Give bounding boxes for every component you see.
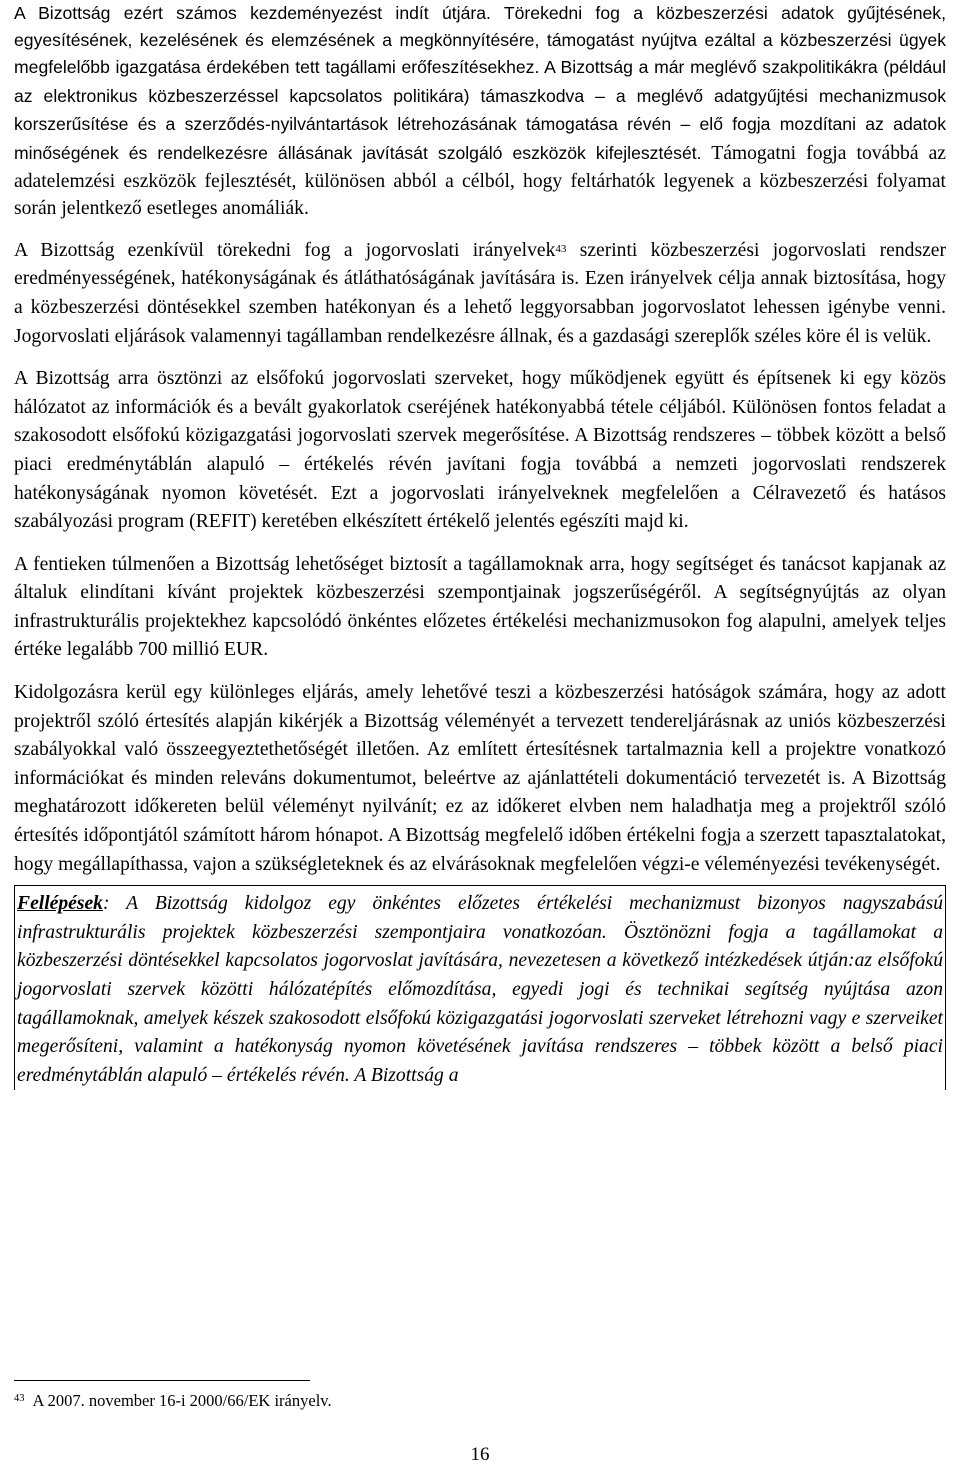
paragraph-assistance: A fentieken túlmenően a Bizottság lehetőséget biztosít a tagállamoknak arra, hogy segítséget és tanácsot kapjanak az általuk elindítani kívánt projektek közbeszerzési szempontjainak jogszerűségéről. A segítségnyújtás az olyan infrastrukturális projektekhez kapcsolódó önkéntes előzetes értékelési mechanizmusokon fog alapulni, amelyek teljes értéke legalább 700 millió EUR. — [14, 553, 946, 661]
paragraph-initiatives-part3: Támogatni fogja továbbá az adatelemzési eszközök fejlesztését, különösen abból a célból, hogy feltárhatók legyenek a közbeszerzési folyamat során jelentkező esetleges anomáliák. — [14, 142, 946, 220]
paragraph-review-bodies: A Bizottság arra ösztönzi az elsőfokú jogorvoslati szerveket, hogy működjenek együtt és építsenek ki egy közös hálózatot az információk és a bevált gyakorlatok cseréjének hatékonyabbá tétele céljából. Különösen fontos feladat a szakosodott elsőfokú közigazgatási jogorvoslati szervek megerősítése. A Bizottság rendszeres – többek között a belső piaci eredménytáblán alapuló – értékelés révén javítani fogja továbbá a nemzeti jogorvoslati rendszerek hatékonyságának nyomon követését. Ezt a jogorvoslati irányelveknek megfelelően a Célravezető és hatásos szabályozási program (REFIT) keretében elkészített értékelő jelentés egészíti majd ki. — [14, 368, 946, 533]
paragraph-initiatives-part2: A Bizottság a már meglévő szakpolitikákra (például az elektronikus közbeszerzéssel kapcsolatos politikára) támaszkodva – a meglévő adatgyűjtési mechanizmusok korszerűsítése és a szerződés-nyilvántartások létrehozásának támogatása révén – elő fogja mozdítani az adatok minőségének és rendelkezésre állásának javítását szolgáló eszközök kifejlesztését. — [14, 57, 946, 163]
paragraph-remedies-directive — [14, 237, 946, 351]
paragraph-remedies-before-ref: A Bizottság ezenkívül törekedni fog a jogorvoslati irányelvek — [14, 239, 556, 261]
actions-box-text — [17, 890, 943, 1090]
actions-content: : A Bizottság kidolgoz egy önkéntes előzetes értékelési mechanizmust bizonyos nagyszabású infrastrukturális projektek közbeszerzési szempontjaira vonatkozóan. Ösztönözni fogja a tagállamokat a közbeszerzési döntésekkel kapcsolatos jogorvoslat javítására, nevezetesen a következő intézkedések útján:az elsőfokú jogorvoslati szervek közötti hálózatépítés előmozdítása, egyedi jogi és technikai segítség nyújtása azon tagállamoknak, amelyek készek szakosodott elsőfokú közigazgatási jogorvoslati szerveket létrehozni vagy e szerveiket megerősíteni, valamint a hatékonyság nyomon követésének javítása rendszeres – többek között a belső piaci eredménytáblán alapuló – értékelés révén. A Bizottság a — [17, 893, 943, 1086]
actions-box — [14, 885, 946, 1090]
paragraph-initiatives-part1: A Bizottság ezért számos kezdeményezést indít útjára. Törekedni fog a közbeszerzési adatok gyűjtésének, egyesítésének, kezelésének és elemzésének a megkönnyítésére, támogatást nyújtva ezáltal a közbeszerzési ügyek megfelelőbb igazgatása érdekében tett tagállami erőfeszítésekhez. — [14, 3, 946, 78]
actions-label: Fellépések — [17, 893, 103, 915]
paragraph-initiatives — [14, 0, 946, 223]
footnote-reference: 43 — [555, 242, 567, 255]
footnote-separator — [14, 1380, 310, 1381]
footnote-number: 43 — [14, 1393, 25, 1404]
paragraph-special-procedure: Kidolgozásra kerül egy különleges eljárás, amely lehetővé teszi a közbeszerzési hatóságok számára, hogy az adott projektről szóló értesítés alapján kikérjék a Bizottság véleményét a tervezett tendereljárásnak az uniós közbeszerzési szabályokkal való összeegyeztethetőségét illetően. Az említett értesítésnek tartalmaznia kell a projektre vonatkozó információkat és minden releváns dokumentumot, beleértve az ajánlattételi dokumentáció tervezetét is. A Bizottság meghatározott időkereten belül véleményt nyilvánít; ez az időkeret elvben nem haladhatja meg a projektről szóló értesítés időpontjától számított három hónapot. A Bizottság megfelelő időben értékelni fogja a szerzett tapasztalatokat, hogy megállapíthassa, vajon a szükségleteknek és az elvárásoknak megfelelően végzi-e véleményezési tevékenységét. — [14, 682, 946, 875]
page-number: 16 — [470, 1444, 490, 1465]
document-page — [14, 0, 946, 1090]
paragraph-remedies-after-ref: szerinti közbeszerzési jogorvoslati rendszer eredményességének, hatékonyságának és átláthatóságának javítására is. Ezen irányelvek célja annak biztosítása, hogy a közbeszerzési döntésekkel szemben hatékonyan és a lehető leggyorsabban jogorvoslatot lehessen igénybe venni. Jogorvoslati eljárások valamennyi tagállamban rendelkezésre állnak, és a gazdasági szereplők széles köre él is velük. — [14, 239, 946, 347]
footnote-text: A 2007. november 16-i 2000/66/EK irányelv. — [32, 1391, 332, 1410]
footnote — [14, 1390, 332, 1412]
